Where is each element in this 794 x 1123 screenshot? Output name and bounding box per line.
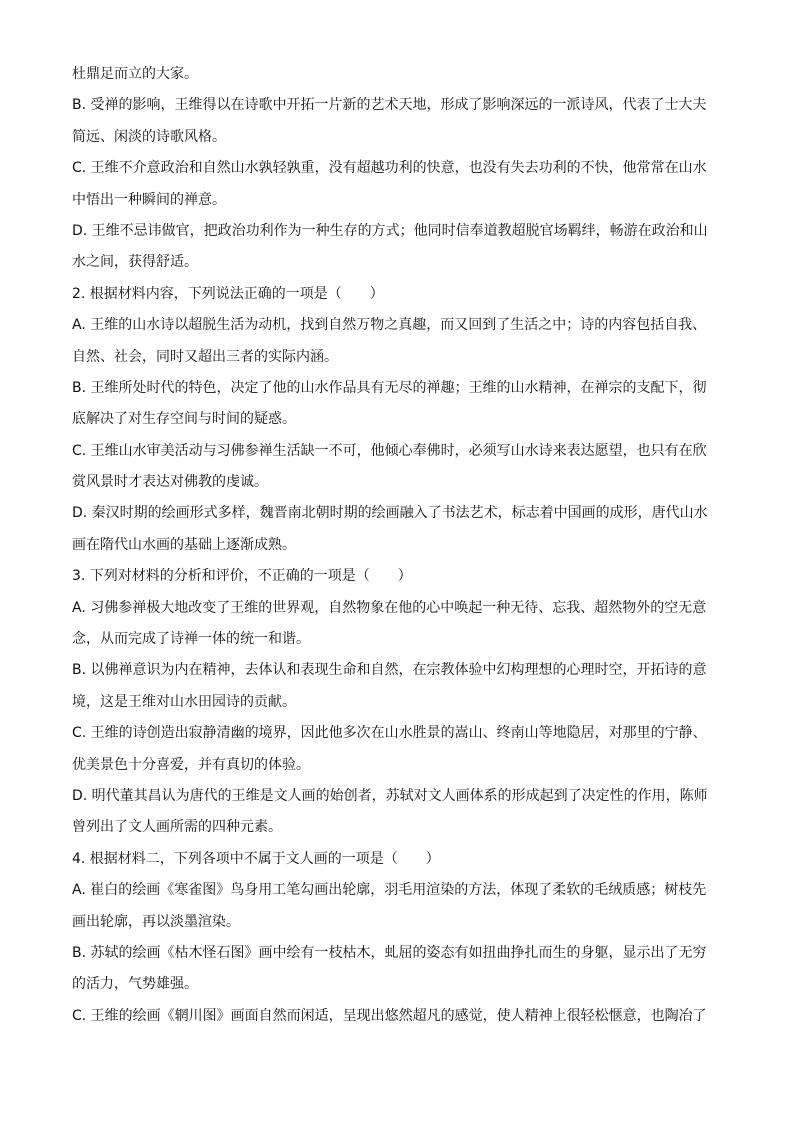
text-line: 画在隋代山水画的基础上逐渐成熟。: [72, 536, 296, 553]
text-line: D. 明代董其昌认为唐代的王维是文人画的始创者，苏轼对文人画体系的形成起到了决定性的作用，陈师: [72, 787, 708, 804]
text-line: C. 王维的绘画《辋川图》画面自然而闲适，呈现出悠然超凡的感觉，使人精神上很轻松惬意，也陶冶了: [72, 1007, 707, 1024]
text-line: C. 王维山水审美活动与习佛参禅生活缺一不可，他倾心奉佛时，必须写山水诗来表达愿望，也只有在欣: [72, 442, 707, 459]
text-line: 简远、闲淡的诗歌风格。: [72, 128, 226, 145]
text-line: A. 崔白的绘画《寒雀图》鸟身用工笔勾画出轮廓，羽毛用渲染的方法，体现了柔软的毛绒质感；树枝先: [72, 882, 707, 899]
text-line: D. 秦汉时期的绘画形式多样，魏晋南北朝时期的绘画融入了书法艺术，标志着中国画的成形，唐代山水: [72, 505, 708, 522]
text-line: B. 受禅的影响，王维得以在诗歌中开拓一片新的艺术天地，形成了影响深远的一派诗风，代表了士大夫: [72, 97, 707, 114]
text-line: 境，这是王维对山水田园诗的贡献。: [72, 693, 296, 710]
text-line: 底解决了对生存空间与时间的疑惑。: [72, 411, 296, 428]
text-line: 优美景色十分喜爱，并有真切的体验。: [72, 756, 310, 773]
text-line: B. 苏轼的绘画《枯木怪石图》画中绘有一枝枯木，虬屈的姿态有如扭曲挣扎而生的身躯，显示出了无穷: [72, 944, 707, 961]
text-line: C. 王维的诗创造出寂静清幽的境界，因此他多次在山水胜景的嵩山、终南山等地隐居，对那里的宁静、: [72, 725, 707, 742]
text-line: 赏风景时才表达对佛教的虔诚。: [72, 474, 268, 491]
text-line: 水之间，获得舒适。: [72, 254, 198, 271]
question-4-stem: 4. 根据材料二，下列各项中不属于文人画的一项是（ ）: [72, 850, 440, 867]
document-page: [72, 59, 722, 1032]
text-line: 中悟出一种瞬间的禅意。: [72, 191, 226, 208]
text-line: B. 王维所处时代的特色，决定了他的山水作品具有无尽的禅趣；王维的山水精神，在禅宗的支配下，彻: [72, 379, 707, 396]
text-line: A. 王维的山水诗以超脱生活为动机，找到自然万物之真趣，而又回到了生活之中；诗的内容包括自我、: [72, 317, 707, 334]
text-line: A. 习佛参禅极大地改变了王维的世界观，自然物象在他的心中唤起一种无待、忘我、超然物外的空无意: [72, 599, 707, 616]
text-line: B. 以佛禅意识为内在精神，去体认和表现生命和自然，在宗教体验中幻构理想的心理时空，开拓诗的意: [72, 662, 707, 679]
text-line: 杜鼎足而立的大家。: [72, 66, 198, 82]
question-2-stem: 2. 根据材料内容，下列说法正确的一项是（ ）: [72, 285, 384, 302]
text-line: C. 王维不介意政治和自然山水孰轻孰重，没有超越功利的快意，也没有失去功利的不快，他常常在山水: [72, 160, 707, 177]
text-line: D. 王维不忌讳做官，把政治功利作为一种生存的方式；他同时信奉道教超脱官场羁绊，畅游在政治和山: [72, 222, 708, 239]
text-line: 的活力，气势雄强。: [72, 976, 198, 993]
text-line: 自然、社会，同时又超出三者的实际内涵。: [72, 348, 338, 365]
text-line: 念，从而完成了诗禅一体的统一和谐。: [72, 631, 310, 648]
question-3-stem: 3. 下列对材料的分析和评价，不正确的一项是（ ）: [72, 568, 412, 585]
text-line: 画出轮廓，再以淡墨渲染。: [72, 913, 240, 930]
text-line: 曾列出了文人画所需的四种元素。: [72, 819, 282, 836]
